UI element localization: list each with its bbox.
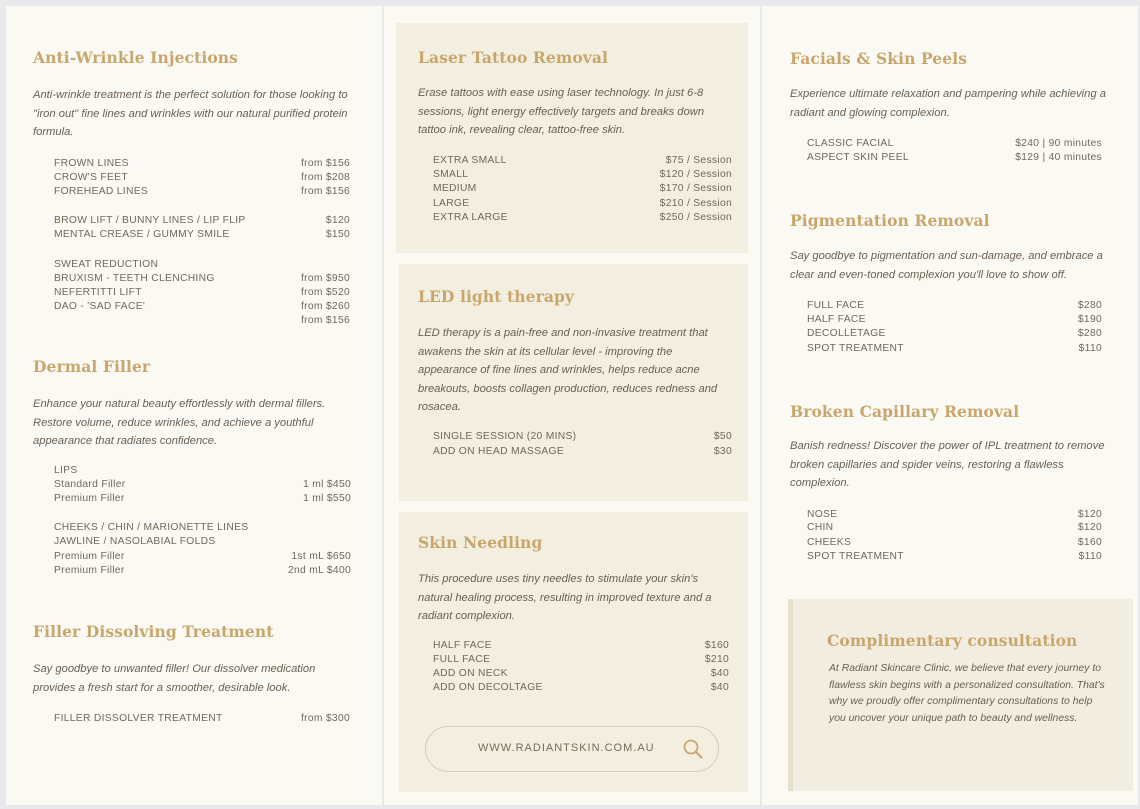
- filler-dissolving-title: Filler Dissolving Treatment: [33, 622, 274, 641]
- consultation-description: At Radiant Skincare Clinic, we believe that every journey to flawless skin begins with a personalized consultation. That's why we proudly offer complimentary consultations to help you uncover your unique path to beauty and wellness.: [829, 663, 1105, 724]
- search-icon[interactable]: [682, 738, 704, 760]
- website-url: WWW.RADIANTSKIN.COM.AU: [478, 742, 655, 754]
- laser-tattoo-description: Erase tattoos with ease using laser technology. In just 6-8 sessions, light energy effectively targets and breaks down tattoo ink, revealing clear, tattoo-free skin.: [418, 87, 705, 137]
- filler-dissolving-description: Say goodbye to unwanted filler! Our dissolver medication provides a fresh start for a smoother, desirable look.: [33, 663, 316, 694]
- dermal-filler-title: Dermal Filler: [33, 357, 151, 376]
- consultation-title: Complimentary consultation: [827, 631, 1078, 650]
- capillary-title: Broken Capillary Removal: [790, 402, 1020, 421]
- anti-wrinkle-description: Anti-wrinkle treatment is the perfect solution for those looking to "iron out" fine lines and wrinkles with our natural purified protein formula.: [33, 89, 348, 139]
- pigmentation-description: Say goodbye to pigmentation and sun-damage, and embrace a clear and even-toned complexion you'll love to show off.: [790, 250, 1103, 281]
- skin-needling-title: Skin Needling: [418, 533, 543, 552]
- facials-title: Facials & Skin Peels: [790, 49, 968, 68]
- website-search-bar[interactable]: [425, 726, 719, 772]
- led-therapy-title: LED light therapy: [418, 287, 575, 306]
- pigmentation-title: Pigmentation Removal: [790, 211, 990, 230]
- facials-description: Experience ultimate relaxation and pampering while achieving a radiant and glowing complexion.: [790, 88, 1106, 119]
- laser-tattoo-title: Laser Tattoo Removal: [418, 48, 608, 67]
- anti-wrinkle-title: Anti-Wrinkle Injections: [33, 48, 238, 67]
- skin-needling-description: This procedure uses tiny needles to stimulate your skin's natural healing process, resulting in improved texture and a radiant complexion.: [418, 573, 712, 623]
- led-therapy-description: LED therapy is a pain-free and non-invasive treatment that awakens the skin at its cellular level - improving the appearance of fine lines and wrinkles, helps reduce acne breakouts, boosts collagen production, reduces redness and rosacea.: [418, 327, 718, 414]
- capillary-description: Banish redness! Discover the power of IPL treatment to remove broken capillaries and spider veins, restoring a flawless complexion.: [790, 440, 1105, 490]
- dermal-filler-description: Enhance your natural beauty effortlessly with dermal fillers. Restore volume, reduce wrinkles, and achieve a youthful appearance that radiates confidence.: [33, 398, 326, 448]
